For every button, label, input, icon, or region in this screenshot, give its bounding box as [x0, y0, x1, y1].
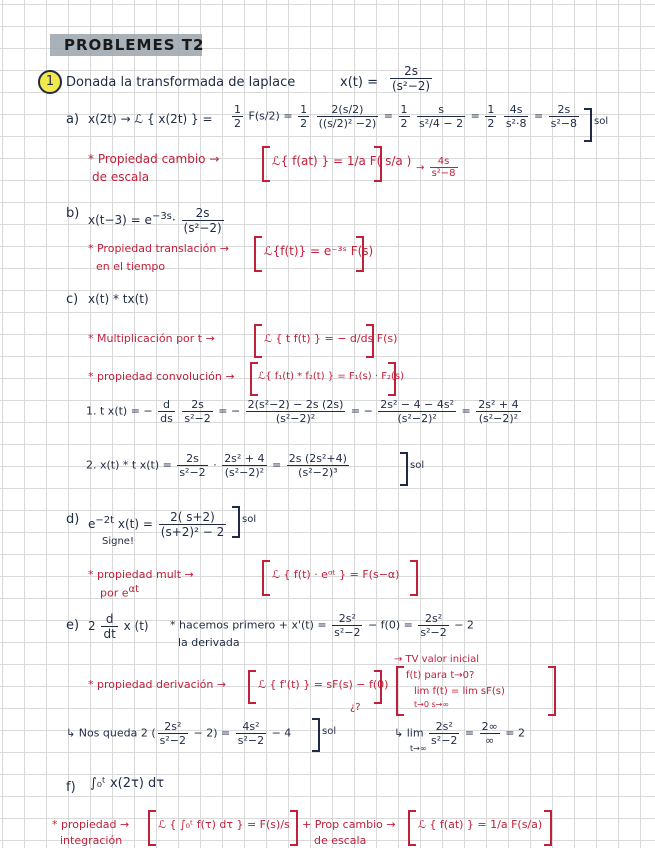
f-prop-line1: * propiedad →	[52, 818, 130, 831]
e-expression	[88, 612, 149, 641]
e-lim-rn: 2∞	[481, 720, 498, 733]
e-res-n2: 4s²	[236, 720, 266, 734]
a-prop-formula: ℒ{ f(at) } = 1/a F( s/a )	[272, 154, 412, 168]
c-l1-bn: 2(s²−2) − 2s (2s)	[247, 398, 344, 411]
b-prop-formula: ℒ{f(t)} = e⁻³ˢ F(s)	[264, 244, 374, 258]
a-s4-n: 4s	[504, 103, 529, 117]
e-n1-n: 2s²	[332, 612, 362, 626]
a-s4-cn: 1	[487, 103, 495, 116]
e-tv-bracket-l	[396, 666, 404, 716]
c-prop2: * propiedad convolución →	[88, 370, 235, 383]
c-l2-a: x(t) * t x(t) =	[100, 458, 172, 472]
f-prop-bracket-l	[148, 810, 156, 846]
e-n1-n2: 2s²	[418, 612, 448, 626]
a-prop-bracket-r	[374, 146, 382, 182]
d-den: (s+2)² − 2	[160, 525, 225, 539]
a-res-n: 2s	[549, 103, 579, 117]
e-res-mid: − 2	[193, 726, 214, 740]
problem-number: 1	[38, 70, 62, 94]
e-lim-d: s²−2	[431, 734, 458, 747]
c-l1-rd: (s²−2)²	[478, 412, 519, 425]
f-prop-bracket-r	[290, 810, 298, 846]
e-sol: sol	[322, 726, 337, 737]
e-lim-a: ↳ lim	[394, 726, 424, 740]
e-prop-bracket-r	[374, 670, 382, 704]
c-prop2-formula: ℒ{ f₁(t) * f₂(t) } = F₁(s) · F₂(s)	[258, 371, 404, 382]
a-res-d: s²−8	[550, 117, 578, 130]
e-res-d2: s²−2	[237, 734, 265, 747]
c-prop2-bracket-r	[388, 362, 396, 396]
e-tv-bracket-r	[548, 666, 556, 716]
c-l1-cd: (s²−2)²	[397, 412, 437, 425]
e-tv-box1: f(t) para t→0?	[406, 670, 475, 681]
d-prop-bracket-l	[262, 560, 270, 596]
c-line2	[86, 452, 351, 479]
c-l1-fd: s²−2	[184, 412, 211, 425]
e-lim-res: = 2	[505, 726, 526, 740]
c-l2-d1: s²−2	[179, 466, 206, 479]
a-side-d: s²−8	[431, 168, 456, 179]
a-prop-bracket-l	[262, 146, 270, 182]
c-l1-dn: d	[158, 398, 175, 412]
e-res-end: − 4	[271, 726, 292, 740]
c-expression: x(t) * tx(t)	[88, 292, 149, 306]
d-num: 2( s+2)	[159, 510, 226, 525]
c-prop1-formula: ℒ { t f(t) } = − d/ds F(s)	[264, 332, 398, 345]
c-l1-dd: ds	[160, 412, 173, 425]
e-dd: dt	[103, 627, 116, 641]
c-l1-eq: = −	[218, 404, 241, 418]
e-note1: * hacemos primero + x'(t) =	[170, 618, 327, 632]
e-xt: x (t)	[123, 619, 149, 633]
d-prop-bracket-r	[410, 560, 418, 596]
c-l1-a: t x(t) = −	[100, 404, 153, 418]
b-den: (s²−2)	[183, 221, 222, 235]
d-expr-b: x(t) =	[117, 517, 153, 531]
c-l2-eq: =	[272, 458, 282, 472]
e-limit	[394, 720, 525, 747]
b-expr: x(t−3) = e	[88, 213, 152, 227]
d-prop2-text: por e	[100, 586, 129, 600]
problem-statement: Donada la transformada de laplace	[66, 75, 296, 90]
e-coef: 2	[88, 619, 96, 633]
c-l2-dot: ·	[213, 458, 217, 472]
xt-den: (s²−2)	[392, 79, 431, 93]
c-l2-rd: (s²−2)³	[298, 466, 338, 479]
e-dn: d	[101, 612, 117, 627]
a-s3-cn: 1	[400, 103, 408, 116]
e-result: ↳ Nos queda 2 ( $\frac{\text{2s²}}{\text{s²−2}}$ − 2) = $\frac{\text{4s²}}{\text{s²−2}}$ − 4	[66, 720, 292, 747]
f-expression: ∫₀ᵗ x(2τ) dτ	[90, 776, 165, 791]
a-s2-n: 1	[300, 103, 308, 116]
xt-num: 2s	[390, 64, 432, 79]
section-c-label: c)	[66, 292, 79, 307]
c-l1-lbl: 1.	[86, 404, 97, 418]
e-note2: la derivada	[178, 636, 240, 649]
b-prop-line1: * Propiedad translación →	[88, 242, 230, 255]
f-prop-line2: integración	[60, 834, 123, 847]
a-s1-d: 2	[234, 117, 241, 130]
d-result-bracket	[232, 506, 240, 538]
f-plus2: de escala	[314, 834, 367, 847]
e-n1-end: − 2	[454, 618, 474, 632]
a-expression: x(2t) → ℒ { x(2t) } =	[88, 112, 213, 126]
e-lim-rd: ∞	[485, 734, 495, 747]
d-signe: Signe!	[102, 536, 134, 547]
a-s1-arg: (s/2)	[254, 109, 280, 123]
a-s1-eq: =	[283, 109, 293, 123]
e-res-eq: =	[221, 726, 231, 740]
c-l2-d2: (s²−2)²	[224, 466, 265, 479]
d-prop-line2	[100, 584, 139, 600]
c-l2-n1: 2s	[177, 452, 207, 466]
f-prop2-formula: ℒ { f(at) } = 1/a F(s/a)	[418, 818, 543, 831]
d-prop-line1: * propiedad mult →	[88, 568, 194, 581]
a-result-bracket	[584, 108, 592, 142]
a-s1-f: F	[248, 109, 255, 123]
e-res-n1: 2s²	[158, 720, 188, 734]
xt-label: x(t) =	[340, 75, 378, 90]
e-prop: * propiedad derivación →	[88, 678, 227, 691]
a-s3-cd: 2	[400, 117, 408, 130]
c-l1-fn: 2s	[182, 398, 212, 412]
c-l1-eq3: =	[461, 404, 471, 418]
section-a-label: a)	[66, 112, 80, 127]
e-prop-bracket-l	[248, 670, 256, 704]
c-l2-rn: 2s (2s²+4)	[288, 452, 347, 465]
f-prop2-bracket-r	[544, 810, 552, 846]
f-plus: + Prop cambio →	[302, 818, 396, 831]
a-side-n: 4s	[430, 156, 458, 168]
c-prop1: * Multiplicación por t →	[88, 332, 215, 345]
e-lim-n: 2s²	[429, 720, 459, 734]
f-prop-formula: ℒ { ∫₀ᵗ f(τ) dτ } = F(s)/s	[158, 818, 290, 831]
a-s4-cd: 2	[487, 117, 495, 130]
e-tv-note: → TV valor inicial	[394, 654, 479, 665]
c-l1-rn: 2s² + 4	[478, 398, 519, 411]
c-line1	[86, 398, 523, 425]
c-l1-cn: 2s² − 4 − 4s²	[380, 398, 454, 411]
a-s2-d: 2	[300, 117, 308, 130]
page-title: PROBLEMES T2	[64, 36, 205, 54]
c-l1-bd: (s²−2)²	[275, 412, 316, 425]
e-n1-mid: − f(0) =	[367, 618, 413, 632]
d-sol: sol	[242, 514, 257, 525]
c-sol: sol	[410, 460, 425, 471]
a-sol: sol	[594, 116, 609, 127]
a-s4-d: s²·8	[505, 117, 527, 130]
e-tv-box2: lim f(t) = lim sF(s)	[414, 686, 505, 697]
a-s2-fd: ((s/2)² −2)	[318, 117, 377, 130]
section-b-label: b)	[66, 206, 80, 221]
b-dot: ·	[171, 213, 176, 227]
d-prop2-exp: αt	[128, 584, 140, 595]
e-lim-eq: =	[464, 726, 475, 740]
e-note	[170, 612, 474, 639]
c-l2-n2: 2s² + 4	[224, 452, 265, 465]
e-n1-d2: s²−2	[420, 626, 447, 639]
a-prop-line2: de escala	[92, 170, 150, 184]
b-num: 2s	[182, 206, 224, 221]
e-result-bracket	[312, 718, 320, 752]
e-tv-box3: t→0 s→∞	[414, 700, 450, 709]
d-expression	[88, 510, 228, 539]
b-expression	[88, 206, 226, 235]
a-s2-fn: 2(s/2)	[317, 103, 379, 117]
section-f-label: f)	[66, 780, 76, 795]
a-prop-line1: * Propiedad cambio →	[88, 152, 220, 166]
section-d-label: d)	[66, 512, 80, 527]
xt-fraction	[388, 64, 434, 93]
c-l1-eq2: = −	[350, 404, 373, 418]
e-question: ¿?	[350, 702, 361, 713]
e-res-a: ↳ Nos queda 2	[66, 726, 148, 740]
f-prop2-bracket-l	[408, 810, 416, 846]
a-side-note: → $\frac{4s}{\text{s²−8}}$	[416, 156, 456, 179]
b-prop-bracket-r	[356, 236, 364, 272]
e-n1-d: s²−2	[334, 626, 361, 639]
a-s3-d: s²/4 − 2	[419, 117, 464, 130]
c-result-bracket	[400, 452, 408, 486]
section-e-label: e)	[66, 618, 80, 633]
b-prop-bracket-l	[254, 236, 262, 272]
d-e: e	[88, 517, 96, 531]
c-prop2-bracket-l	[250, 362, 258, 396]
e-lim-sub: t→∞	[410, 744, 427, 753]
c-prop1-bracket-l	[254, 324, 262, 358]
a-s3-n: s	[417, 103, 465, 117]
c-l2-lbl: 2.	[86, 458, 97, 472]
a-s1-n: 1	[234, 103, 241, 116]
c-prop1-bracket-r	[366, 324, 374, 358]
b-prop-line2: en el tiempo	[96, 260, 166, 273]
d-exp: −2t	[95, 515, 115, 526]
a-step1: $\frac{1}{2}$ F(s/2) = $\frac{1}{2}$ $\frac{2(s/2)}{\text{((s/2)² −2)}}$ = $\frac{1}{2}$ $\frac{s}{\text{s²/4 − 2}}$ = $\frac{1}{2}$ $\frac{4s}{\text{s²·8}}$ = $\frac{2s}{\text{s²−8}}$	[234, 103, 578, 130]
b-exp: −3s	[151, 211, 172, 222]
d-prop-formula: ℒ { f(t) · eᵅᵗ } = F(s−α)	[272, 568, 400, 581]
e-prop-formula: ℒ { f'(t) } = sF(s) − f(0)	[258, 678, 389, 691]
e-res-d1: s²−2	[159, 734, 186, 747]
